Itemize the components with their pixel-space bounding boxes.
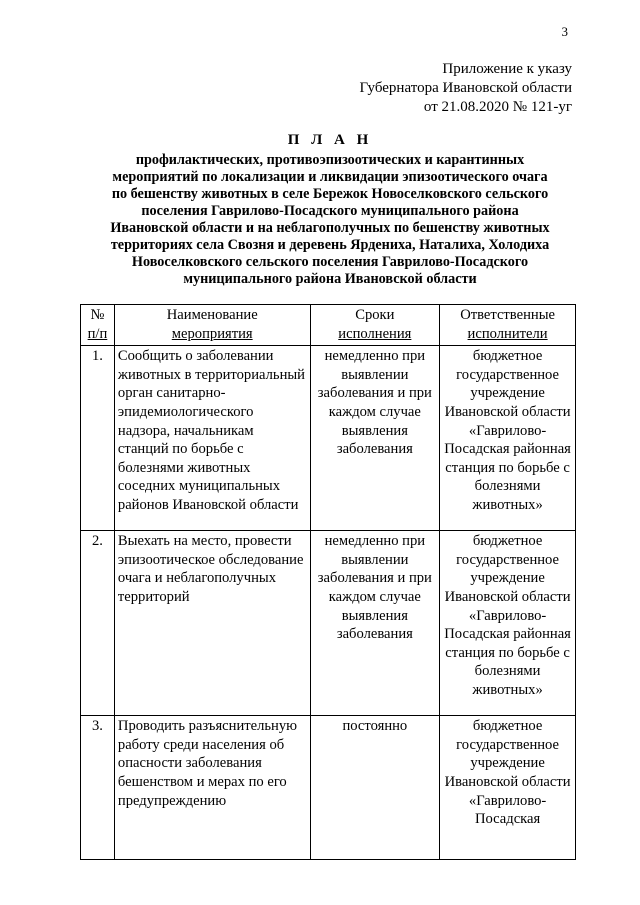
title-line: территориях села Свозня и деревень Ярдениха, Наталиха, Холодиха <box>110 237 550 253</box>
header-deadline-line1: Сроки <box>355 307 395 323</box>
row-number: 2. <box>81 531 115 716</box>
table-header-row <box>81 305 576 346</box>
activity-cell: Выехать на место, провести эпизоотическое обследование очага и неблагополучных территорий <box>114 531 310 716</box>
page-number: 3 <box>561 24 568 39</box>
appendix-reference <box>359 60 572 117</box>
header-responsible <box>440 305 576 346</box>
appendix-line: Приложение к указу <box>442 61 572 77</box>
header-number-line2: п/п <box>87 325 108 342</box>
deadline-cell: постоянно <box>310 716 440 860</box>
title-line: муниципального района Ивановской области <box>183 271 477 287</box>
plan-table <box>80 304 576 860</box>
responsible-cell: бюджетное государственное учреждение Ивановской области «Гаврилово-Посадская районная станция по борьбе с болезнями животных» <box>440 346 576 531</box>
title-line: мероприятий по локализации и ликвидации эпизоотического очага <box>112 169 548 185</box>
header-responsible-line2: исполнители <box>467 325 548 342</box>
activity-cell: Проводить разъяснительную работу среди населения об опасности заболевания бешенством и мерах по его предупреждению <box>114 716 310 860</box>
header-activity-line2: мероприятия <box>171 325 253 342</box>
title-line: Новоселковского сельского поселения Гаврилово-Посадского <box>131 254 529 270</box>
header-number-line1: № <box>90 307 105 323</box>
table-row <box>81 531 576 716</box>
title-line: по бешенству животных в селе Бережок Новоселковского сельского <box>111 186 549 202</box>
table-row <box>81 716 576 860</box>
header-activity <box>114 305 310 346</box>
activity-cell: Сообщить о заболевании животных в территориальный орган санитарно-эпидемиологического надзора, начальникам станций по борьбе с болезнями животных соседних муниципальных районов Ивановской области <box>114 346 310 531</box>
row-number: 3. <box>81 716 115 860</box>
deadline-cell: немедленно при выявлении заболевания и при каждом случае выявления заболевания <box>310 346 440 531</box>
header-deadline-line2: исполнения <box>338 325 412 342</box>
appendix-line: Губернатора Ивановской области <box>359 80 572 96</box>
title-line: профилактических, противоэпизоотических и карантинных <box>135 152 525 168</box>
title-line: поселения Гаврилово-Посадского муниципального района <box>141 203 519 219</box>
header-activity-line1: Наименование <box>166 307 258 323</box>
responsible-cell: бюджетное государственное учреждение Ивановской области «Гаврилово-Посадская <box>440 716 576 860</box>
plan-title <box>80 130 580 288</box>
header-deadline <box>310 305 440 346</box>
deadline-cell: немедленно при выявлении заболевания и при каждом случае выявления заболевания <box>310 531 440 716</box>
responsible-cell: бюджетное государственное учреждение Ивановской области «Гаврилово-Посадская районная станция по борьбе с болезнями животных» <box>440 531 576 716</box>
appendix-line: от 21.08.2020 № 121-уг <box>423 99 572 115</box>
header-responsible-line1: Ответственные <box>460 307 555 323</box>
table-row <box>81 346 576 531</box>
row-number: 1. <box>81 346 115 531</box>
header-number <box>81 305 115 346</box>
document-heading: П Л А Н <box>287 132 373 148</box>
title-line: Ивановской области и на неблагополучных по бешенству животных <box>110 220 550 236</box>
